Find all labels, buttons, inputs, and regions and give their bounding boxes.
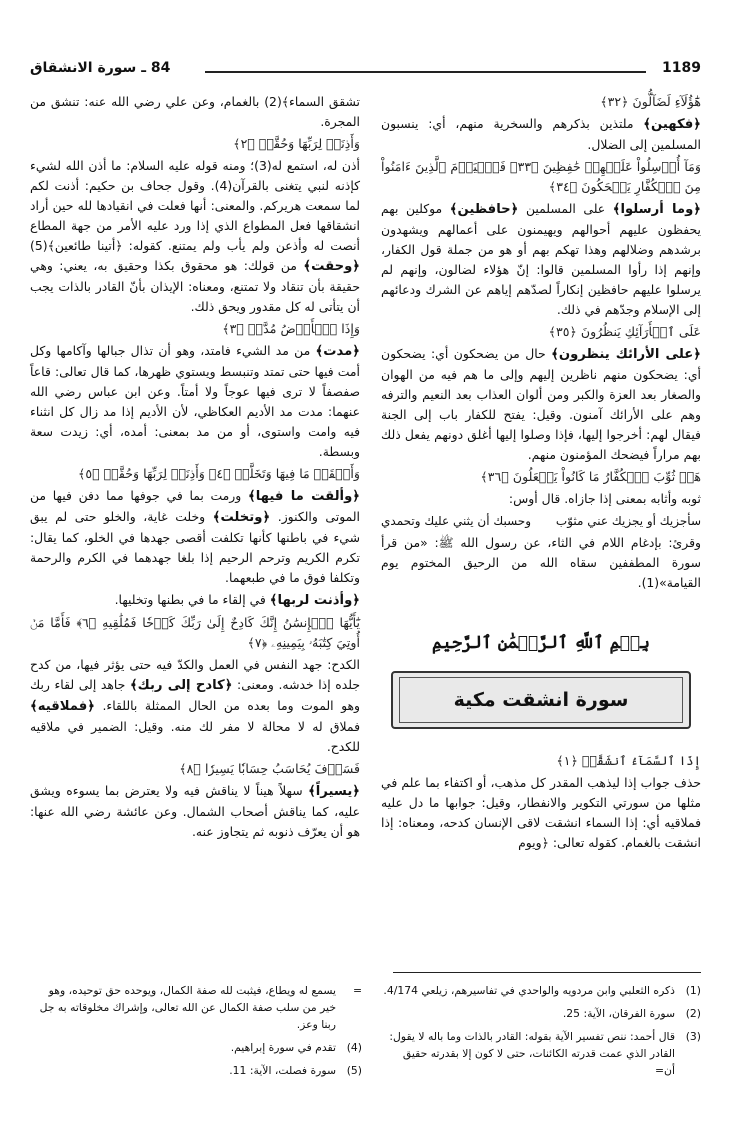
footnote-mark: (1) bbox=[685, 984, 701, 997]
quran-verse: عَلَى ٱلۡأَرَآئِكِ يَنظُرُونَ ﴿٣٥﴾ bbox=[548, 324, 701, 339]
highlighted-word: ﴿وما أرسلوا﴾ bbox=[612, 202, 701, 217]
footnote bbox=[30, 982, 362, 1033]
quran-verse: إِذَا ٱلسَّمَآءُ ٱنشَقَّتۡ ﴿١﴾ bbox=[556, 753, 701, 768]
commentary-paragraph bbox=[30, 781, 360, 842]
surah-title-frame bbox=[391, 671, 691, 729]
surah-title: سورة انشقت مكية bbox=[399, 677, 683, 723]
footnote bbox=[30, 1062, 362, 1079]
commentary-paragraph bbox=[30, 156, 360, 317]
commentary-paragraph: تشقق السماء﴾(2) بالغمام، وعن علي رضي الله عنه: تنشق من المجرة. bbox=[30, 94, 360, 129]
paragraph-text: موكلين بهم يحفظون عليهم أحوالهم ويهيمنون على أعمالهم ويشهدون برشدهم وضلالهم وهذا تهكم بهم أو هو من جملة قول الكفار، وإنهم إذا رأوا المسلمين قالوا: إنّ هؤلاء لضالون، وإنهم لم يرسلوا عليهم حافظين إنكاراً لصدّهم إياهم عن الشرك ودعائهم إلى الإسلام وجدّهم في ذلك. bbox=[381, 201, 701, 317]
highlighted-word: ﴿فكهين﴾ bbox=[643, 117, 701, 132]
quran-verse: يَٰٓأَيُّهَا ٱلۡإِنسَٰنُ إِنَّكَ كَادِحٌ إِلَىٰ رَبِّكَ كَدۡحٗا فَمُلَٰقِيهِ ﴿٦﴾ فَأَمَّا مَنۡ أُوتِيَ كِتَٰبَهُۥ بِيَمِينِهِۦ ﴿٧﴾ bbox=[30, 615, 360, 650]
highlighted-word: ﴿وألقت ما فيها﴾ bbox=[247, 489, 360, 504]
footnote-text: يسمع له ويطاع، فيثبت لله صفة الكمال، ويوحده حق توحيده، وهو خير من سلب صفة الكمال عن الله تعالى، وإشراك مخلوقاته به جل ربنا وعز. bbox=[39, 984, 336, 1031]
footnote-text: سورة فصلت، الآية: 11. bbox=[229, 1064, 336, 1077]
paragraph-text: جاهد إلى لقاء ربك وهو الموت وما بعده من الحال الممثلة باللقاء. bbox=[30, 677, 360, 713]
footnote-mark: (5) bbox=[346, 1064, 362, 1077]
poem-hemistich: وحسبك أن يثني عليك وتحمدي bbox=[381, 514, 532, 528]
footnote-text: سورة الفرقان، الآية: 25. bbox=[562, 1007, 675, 1020]
paragraph-text: وخلت غاية، والخلو حتى لم يبق شيء في باطنها كأنها تكلفت أقصى جهدها في الخلو، كما يقال: تكرم الكريم وترحم الرحيم إذا بلغا جهدهما في الكرم والرحمة وتكلفا فوق ما في طبعهما. bbox=[30, 509, 360, 585]
quran-verse: وَأَذِنَتۡ لِرَبِّهَا وَحُقَّتۡ ﴿٢﴾ bbox=[233, 136, 360, 151]
highlighted-word: ﴿حافظين﴾ bbox=[449, 202, 519, 217]
paragraph-text: ملتذين بذكرهم والسخرية منهم، أي: ينسبون المسلمين إلى الضلال. bbox=[381, 116, 701, 152]
footnote-text: تقدم في سورة إبراهيم. bbox=[230, 1041, 336, 1054]
basmala: بِسۡمِ ٱللَّهِ ٱلرَّحۡمَٰنِ ٱلرَّحِيمِ bbox=[432, 633, 650, 653]
paragraph-text: من قولك: هو محقوق بكذا وحقيق به، يعني: وهي حقيقة بأن تنقاد ولا تمتنع، ومعناه: الإيذان بأنّ القادر بالذات يجب أن يتأتى له كل مقدور ويحق ذلك. bbox=[30, 258, 360, 314]
quran-verse: وَمَآ أُرۡسِلُواْ عَلَيۡهِمۡ حَٰفِظِينَ ﴿٣٣﴾ فَٱلۡيَوۡمَ ٱلَّذِينَ ءَامَنُواْ مِنَ ٱلۡكُفَّارِ يَضۡحَكُونَ ﴿٣٤﴾ bbox=[381, 159, 701, 194]
header-rule bbox=[205, 71, 646, 73]
footnote bbox=[30, 1039, 362, 1056]
highlighted-word: ﴿على الأرائك ينظرون﴾ bbox=[551, 347, 701, 362]
paragraph-text: في إلقاء ما في بطنها وتخليها. bbox=[114, 592, 270, 607]
paragraph-text: حال من يضحكون أي: يضحكون أي: يضحكون منهم ناظرين إليهم وإلى ما هم فيه من الهوان والصغار بعد العزة والكبر ومن ألوان العذاب بعد النعيم والترفه وهم على الأرائك آمنون. وقيل: يفتح للكفار باب إلى الجنة فيقال لهم: أخرجوا إليها، فإذا وصلوا إليها أغلق دونهم يفعل ذلك بهم مراراً فيضحك المؤمنون منهم. bbox=[381, 346, 701, 462]
commentary-paragraph bbox=[381, 199, 701, 320]
footnote-text: ذكره الثعلبي وابن مردويه والواحدي في تفاسيرهم، زيلعي 4/174. bbox=[383, 984, 675, 997]
footnote-mark: (2) bbox=[685, 1007, 701, 1020]
commentary-paragraph bbox=[381, 114, 701, 155]
poem-hemistich: سأجزيك أو يجزيك عني مثوّب bbox=[555, 514, 701, 528]
footnote bbox=[383, 982, 701, 999]
running-header bbox=[30, 58, 701, 82]
paragraph-text: على المسلمين bbox=[518, 201, 613, 216]
quran-verse: هَلۡ ثُوِّبَ ٱلۡكُفَّارُ مَا كَانُواْ يَفۡعَلُونَ ﴿٣٦﴾ bbox=[480, 469, 701, 484]
footnote bbox=[383, 1028, 701, 1079]
surah-running-title: 84 ـ سورة الانشقاق bbox=[30, 60, 171, 76]
page-number: 1189 bbox=[662, 60, 701, 76]
highlighted-word: ﴿مدت﴾ bbox=[315, 344, 360, 359]
footnote-separator bbox=[393, 972, 701, 973]
paragraph-text: ورمت بما في جوفها مما دفن فيها من الموتى والكنوز. bbox=[30, 488, 360, 524]
highlighted-word: ﴿وأذنت لربها﴾ bbox=[269, 593, 360, 608]
right-column bbox=[381, 92, 701, 855]
paragraph-text: سهلاً هيناً لا يناقش فيه ولا يعترض بما يسوءه ويشق عليه، كما يناقش أصحاب الشمال. وعن عائشة رضي الله عنها: هو أن يعرّف ذنوبه ثم يتجاوز عنه. bbox=[30, 783, 360, 839]
left-column bbox=[30, 92, 360, 844]
highlighted-word: ﴿يسيراً﴾ bbox=[308, 784, 360, 799]
commentary-paragraph bbox=[30, 486, 360, 588]
footnotes-right bbox=[383, 982, 701, 1085]
commentary-paragraph bbox=[30, 590, 360, 611]
paragraph-text: فملاق له لا محالة لا مفر لك منه. وقيل: الضمير في ملاقيه للكدح. bbox=[30, 719, 360, 754]
commentary-paragraph bbox=[30, 341, 360, 462]
footnote-mark: (3) bbox=[685, 1030, 701, 1043]
quran-verse: هَٰٓؤُلَآءِ لَضَآلُّونَ ﴿٣٢﴾ bbox=[600, 94, 701, 109]
highlighted-word: ﴿وتخلت﴾ bbox=[212, 510, 271, 525]
quran-verse: وَأَلۡقَتۡ مَا فِيهَا وَتَخَلَّتۡ ﴿٤﴾ وَأَذِنَتۡ لِرَبِّهَا وَحُقَّتۡ ﴿٥﴾ bbox=[78, 466, 360, 481]
paragraph-text: من مد الشيء فامتد، وهو أن تذال جبالها وآكامها وكل أمت فيها حتى تمتد وتنبسط ويستوي ظهرها، كما قال تعالى: قاعاً صفصفاً لا ترى فيها عوجاً ولا أمتاً. وعن ابن عباس رضي الله عنهما: مدت مد الأديم العكاظي، لأن الأديم إذا مد زال كل انثناء فيه وامت واستوى، أو من مد بمعنى: أمده، أي: زيدت سعة وبسطة. bbox=[30, 343, 360, 459]
quran-verse: وَإِذَا ٱلۡأَرۡضُ مُدَّتۡ ﴿٣﴾ bbox=[222, 321, 360, 336]
commentary-paragraph bbox=[30, 655, 360, 757]
footnote-mark: (4) bbox=[346, 1041, 362, 1054]
poem-verse bbox=[381, 511, 701, 531]
paragraph-text: أذن له، استمع له(3)؛ ومنه قوله عليه السلام: ما أذن الله لشيء كإذنه لنبي يتغنى بالقرآن(4). وقول جحاف بن حكيم: أذنت لكم لما سمعت هريركم. والمعنى: أنها فعلت في انقيادها لله حين أراد انشقاقها فعل المطواع الذي إذا ورد عليه الأمر من جهة المطاع أنصت له وأذعن ولم يأب ولم يمتنع. كقوله: ﴿أتينا طائعين﴾(5) bbox=[30, 158, 360, 253]
commentary-paragraph bbox=[381, 344, 701, 465]
highlighted-word: ﴿وحقت﴾ bbox=[303, 259, 360, 274]
footnote-mark: = bbox=[352, 984, 362, 997]
footnote-text: قال أحمد: ننص تفسير الآية بقوله: القادر بالذات وما باله لا يقول: القادر الذي عمت قدرته الكائنات، حتى لا كون إلا بقدرته حقيق أن= bbox=[389, 1030, 675, 1077]
quran-verse: فَسَوۡفَ يُحَاسَبُ حِسَابٗا يَسِيرٗا ﴿٨﴾ bbox=[179, 761, 360, 776]
commentary-paragraph: وقرئ: بإدغام اللام في الثاء، عن رسول الله ﷺ: «من قرأ سورة المطففين سقاه الله من الرحيق المختوم يوم القيامة»(1). bbox=[381, 535, 701, 590]
highlighted-word: ﴿كادح إلى ربك﴾ bbox=[129, 678, 233, 693]
highlighted-word: ﴿فملاقيه﴾ bbox=[30, 699, 95, 714]
paragraph-text: الكدح: جهد النفس في العمل والكدّ فيه حتى يؤثر فيها، من كدح جلده إذا خدشه. ومعنى: bbox=[30, 657, 360, 692]
footnotes-left bbox=[30, 982, 362, 1085]
commentary-paragraph: حذف جواب إذا ليذهب المقدر كل مذهب، أو اكتفاء بما علم في مثلها من سورتي التكوير والانفطار، وقيل: جوابها ما دل عليه فملاقيه أي: إذا السماء انشقت لاقى الإنسان كدحه، ومعناه: إذا انشقت بالغمام. كقوله تعالى: ﴿ويوم bbox=[381, 775, 701, 850]
commentary-paragraph: ثوبه وأثابه بمعنى إذا جازاه. قال أوس: bbox=[508, 491, 701, 506]
footnote bbox=[383, 1005, 701, 1022]
